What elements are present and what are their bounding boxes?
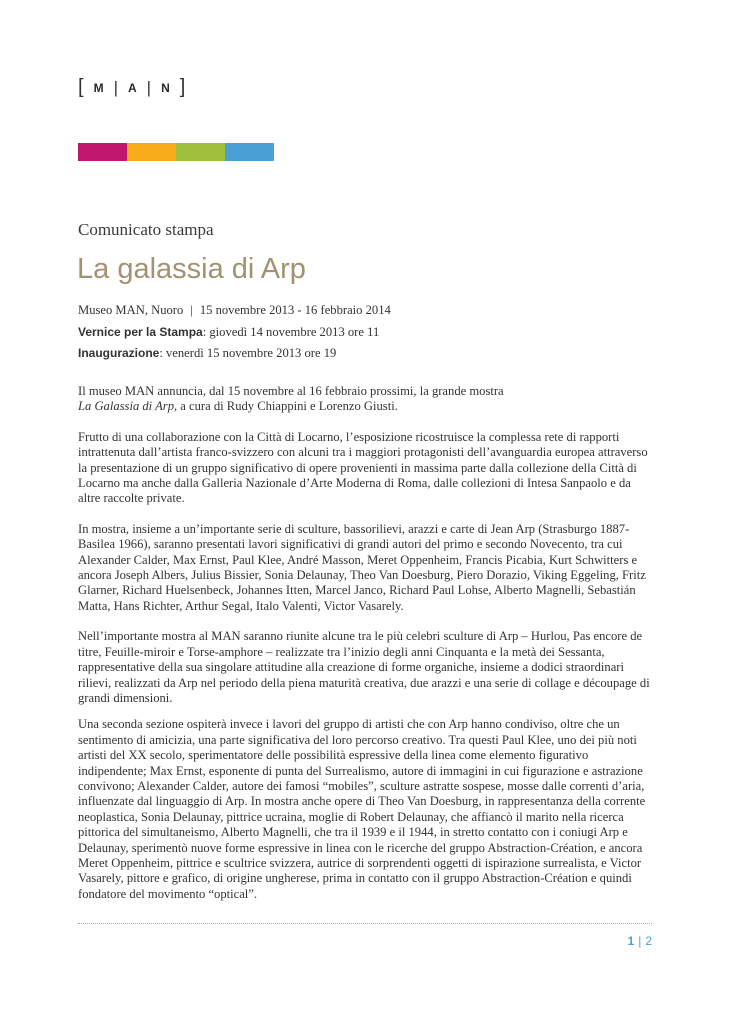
opening-line: [78, 346, 336, 361]
logo-separator: |: [146, 77, 152, 97]
logo-bracket-open: [: [78, 76, 84, 98]
color-block-magenta: [78, 143, 127, 161]
logo-letter-m: M: [93, 80, 104, 95]
press-preview-value: : giovedì 14 novembre 2013 ore 11: [202, 325, 380, 339]
page-title: La galassia di Arp: [77, 253, 306, 285]
color-block-blue: [225, 143, 274, 161]
paragraph-second-section: Una seconda sezione ospiterà invece i lavori del gruppo di artisti che con Arp hanno condiviso, oltre che un sentimento di amicizia, una parte significativa del loro percorso creativo. Tra questi Paul Klee, uno dei più noti artisti del XX secolo, sperimentatore delle possibilità espressive della linea come elemento figurativo indipendente; Max Ernst, esponente di punta del Surrealismo, autore di immagini in cui figurazione e astrazione convivono; Alexander Calder, autore dei famosi “mobiles”, sculture astratte sospese, mosse dalle correnti d’aria, influenzate dal linguaggio di Arp. In mostra anche opere di Theo Van Doesburg, in rappresentanza della corrente neoplastica, Sonia Delaunay, pittrice ucraina, moglie di Robert Delaunay, che affiancò il marito nella ricerca pittorica del simultaneismo, Alberto Magnelli, che tra il 1939 e il 1944, in stretto contatto con i coniugi Arp e Delaunay, sperimentò nuove forme espressive in linea con le ricerche del gruppo Abstraction-Création, e ancora Meret Oppenheim, pittrice e scultrice svizzera, autrice di sorprendenti oggetti di ispirazione surrealista, e Victor Vasarely, pittore e grafico, di origine ungherese, prima in contatto con il gruppo Abstraction-Création e quindi fondatore del movimento “optical”.: [78, 717, 646, 901]
total-pages: 2: [645, 934, 652, 948]
color-block-green: [176, 143, 225, 161]
brand-color-bar: [78, 143, 274, 161]
paragraph-sculptures: Nell’importante mostra al MAN saranno riunite alcune tra le più celebri sculture di Arp – Hurlou, Pas encore de titre, Feuille-miroir e Torse-amphore – realizzate tra l’inizio degli anni Cinquanta e la metà dei Sessanta, rappresentative della sua singolare attitudine alla creazione di forme organiche, insieme a dodici straordinari rilievi, realizzati da Arp nel periodo della piena maturità creativa, due arazzi e una serie di collage e découpage di grandi dimensioni.: [78, 629, 650, 705]
page-separator: |: [638, 934, 642, 948]
exhibition-title-italic: La Galassia di Arp: [78, 399, 174, 414]
logo-letter-n: N: [161, 80, 170, 95]
press-release-body: [78, 384, 652, 917]
color-block-orange: [127, 143, 176, 161]
document-type: Comunicato stampa: [78, 220, 214, 239]
venue: Museo MAN, Nuoro: [78, 303, 184, 317]
logo-letter-a: A: [127, 80, 137, 95]
logo-bracket-close: ]: [179, 76, 186, 98]
man-logo: [78, 76, 185, 99]
meta-separator: |: [190, 303, 193, 317]
paragraph-collaboration: Frutto di una collaborazione con la Città di Locarno, l’esposizione ricostruisce la complessa rete di rapporti intrattenuta dall’artista franco-svizzero con alcuni tra i maggiori protagonisti dell’avanguardia europea attraverso la presentazione di un gruppo significativo di opere provenienti in massima parte dalla collezione della Città di Locarno ma anche dalla Galleria Nazionale d’Arte Moderna di Roma, dalle collezioni di Intesa Sanpaolo e da altre raccolte private.: [78, 429, 648, 506]
opening-label: Inaugurazione: [78, 346, 160, 360]
exhibition-dates: 15 novembre 2013 - 16 febbraio 2014: [199, 303, 391, 317]
intro-curators: , a cura di Rudy Chiappini e Lorenzo Giusti.: [174, 399, 398, 414]
opening-value: : venerdì 15 novembre 2013 ore 19: [159, 346, 337, 360]
logo-separator: |: [113, 77, 118, 97]
page-number: [628, 934, 653, 948]
paragraph-intro: [78, 384, 652, 415]
press-preview-label: Vernice per la Stampa: [78, 325, 203, 339]
footer-divider: [78, 923, 652, 924]
press-preview-line: [78, 325, 379, 340]
venue-line: [78, 303, 391, 318]
intro-text: Il museo MAN annuncia, dal 15 novembre al 16 febbraio prossimi, la grande mostra: [78, 384, 504, 398]
current-page: 1: [627, 934, 635, 948]
paragraph-artists: In mostra, insieme a un’importante serie di sculture, bassorilievi, arazzi e carte di Jean Arp (Strasburgo 1887-Basilea 1966), saranno presentati lavori significativi di grandi autori del primo e secondo Novecento, tra cui Alexander Calder, Max Ernst, Paul Klee, André Masson, Meret Oppenheim, Francis Picabia, Kurt Schwitters e ancora Joseph Albers, Julius Bissier, Sonia Delaunay, Theo Van Doesburg, Piero Dorazio, Viking Eggeling, Fritz Glarner, Richard Huelsenbeck, Johannes Itten, Marcel Janco, Richard Paul Lohse, Alberto Magnelli, Sebastián Matta, Hans Richter, Arthur Segal, Italo Valenti, Victor Vasarely.: [78, 521, 646, 613]
